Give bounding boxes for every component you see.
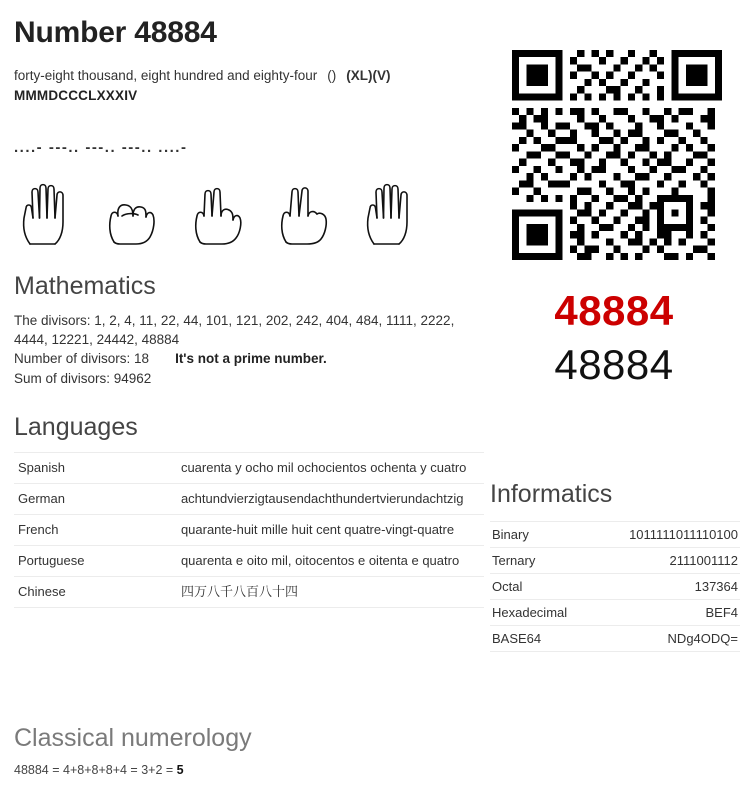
table-row (14, 484, 484, 515)
number-black: 48884 (554, 341, 674, 388)
language-name: German (14, 484, 177, 515)
informatics-key: Ternary (490, 548, 593, 574)
table-row (490, 626, 740, 652)
language-value: cuarenta y ocho mil ochocientos ochenta y cuatro (177, 453, 484, 484)
informatics-heading: Informatics (490, 480, 613, 508)
prime-note: It's not a prime number. (175, 351, 327, 366)
language-name: Chinese (14, 577, 177, 608)
roman-numeral-short: (XL)(V) (346, 68, 391, 83)
table-row (490, 600, 740, 626)
hand-sign-digit-4-icon-2 (358, 178, 438, 248)
language-value: 四万八千八百八十四 (177, 577, 484, 608)
left-column (14, 16, 484, 608)
informatics-key: Binary (490, 522, 593, 548)
hand-sign-digit-8-icon (100, 178, 180, 248)
number-in-words: forty-eight thousand, eight hundred and eighty-four (14, 68, 318, 83)
roman-numeral-long: MMMDCCCLXXXIV (14, 88, 138, 103)
informatics-table (490, 521, 740, 652)
qr-code-icon (512, 50, 722, 260)
right-column (490, 14, 738, 389)
language-value: quarante-huit mille huit cent quatre-vingt-quatre (177, 515, 484, 546)
hand-sign-digit-4-icon (14, 178, 94, 248)
language-value: achtundvierzigtausendachthundertvierundachtzig (177, 484, 484, 515)
hand-sign-group (14, 178, 484, 248)
informatics-value: 1011111011110100 (593, 522, 740, 548)
table-row (14, 577, 484, 608)
informatics-value: 137364 (593, 574, 740, 600)
number-red: 48884 (554, 287, 674, 334)
table-row (14, 453, 484, 484)
number-in-words-row (14, 66, 484, 85)
hand-sign-digit-8-icon-3 (272, 178, 352, 248)
table-row (490, 548, 740, 574)
language-value: quarenta e oito mil, oitocentos e oitenta e quatro (177, 546, 484, 577)
informatics-key: Hexadecimal (490, 600, 593, 626)
page-title: Number 48884 (14, 16, 217, 49)
languages-table (14, 452, 484, 608)
language-name: French (14, 515, 177, 546)
divisor-count-row (14, 349, 484, 369)
informatics-key: BASE64 (490, 626, 593, 652)
number-of-divisors: Number of divisors: 18 (14, 351, 150, 366)
numerology-formula-result: 5 (176, 763, 184, 777)
qr-code (512, 50, 738, 265)
numerology-section (14, 724, 484, 777)
mathematics-heading: Mathematics (14, 272, 156, 300)
table-row (14, 515, 484, 546)
informatics-value: NDg4ODQ= (593, 626, 740, 652)
numerology-heading: Classical numerology (14, 724, 252, 752)
languages-heading: Languages (14, 413, 138, 441)
hand-sign-digit-8-icon-2 (186, 178, 266, 248)
divisors-text: The divisors: 1, 2, 4, 11, 22, 44, 101, 121, 202, 242, 404, 484, 1111, 2222, 4444, 12221, 24442, 48884 (14, 313, 455, 347)
empty-parentheses: () (327, 68, 337, 83)
numerology-formula-prefix: 48884 = 4+8+8+8+4 = 3+2 = (14, 763, 177, 777)
table-row (490, 522, 740, 548)
sum-of-divisors: Sum of divisors: 94962 (14, 371, 152, 386)
informatics-section (490, 480, 740, 652)
table-row (490, 574, 740, 600)
morse-code: ....- ---.. ---.. ---.. ....- (14, 139, 188, 156)
informatics-value: BEF4 (593, 600, 740, 626)
language-name: Portuguese (14, 546, 177, 577)
informatics-value: 2111001112 (593, 548, 740, 574)
table-row (14, 546, 484, 577)
numerology-formula (14, 763, 484, 777)
informatics-key: Octal (490, 574, 593, 600)
language-name: Spanish (14, 453, 177, 484)
